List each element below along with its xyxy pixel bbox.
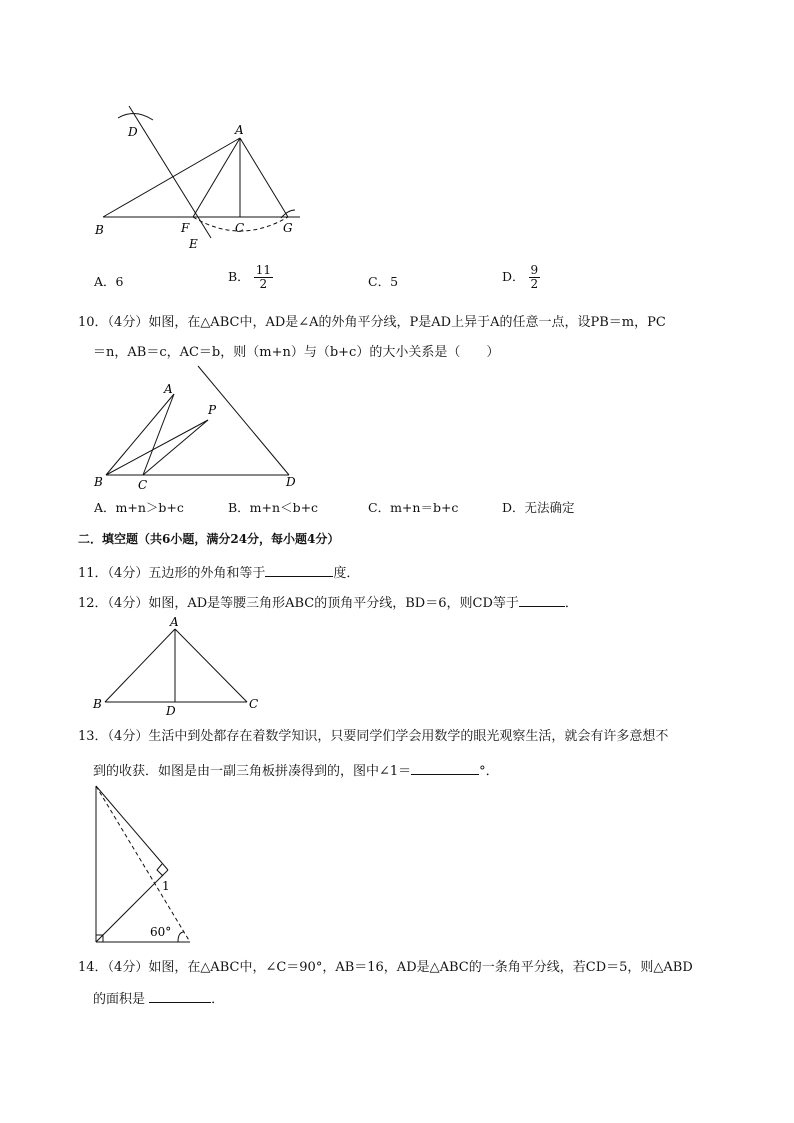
q9-option-b-fraction: [254, 264, 273, 291]
point-d-label: D: [286, 475, 296, 489]
q13-line2-prefix: 到的收获．如图是由一副三角板拼凑得到的，图中∠1＝: [93, 764, 412, 779]
dashed-hypotenuse: [96, 786, 190, 942]
point-d-label: D: [128, 125, 138, 139]
right-angle-marker-corner: [157, 864, 163, 876]
figure-q9: [85, 100, 315, 252]
q13-line2-suffix: °．: [479, 764, 499, 779]
q11-suffix: 度．: [333, 566, 360, 581]
line-de: [129, 106, 211, 238]
point-b-label: B: [94, 475, 103, 489]
q12-suffix: ．: [564, 596, 578, 611]
angle-60-arc: [178, 932, 184, 942]
point-a-label: A: [235, 123, 244, 137]
q10-option-d: D．无法确定: [502, 500, 575, 515]
q9-option-d-fraction: [529, 264, 541, 291]
line-ad: [198, 366, 289, 475]
point-g-label: G: [283, 221, 293, 235]
section-title-fill-in: 二．填空题（共6小题，满分24分，每小题4分）: [78, 532, 340, 546]
q14-line2-prefix: 的面积是: [93, 992, 146, 1007]
q10-text-line1: 10．（4分）如图，在△ABC中，AD是∠A的外角平分线，P是AD上异于A的任意一点，设PB＝m，PC: [78, 315, 666, 330]
figure-q10: [88, 364, 308, 494]
point-c-label: C: [249, 697, 259, 711]
q11-answer-blank: [265, 564, 333, 577]
line-ac: [143, 394, 174, 475]
point-b-label: B: [93, 697, 102, 711]
line-ac: [175, 629, 247, 702]
q9-option-c: C．5: [368, 274, 399, 289]
line-pc: [143, 420, 208, 475]
point-c-label: C: [138, 478, 148, 492]
q13-answer-blank: [411, 762, 479, 775]
line-ab: [103, 138, 240, 217]
q9-option-d: [502, 264, 540, 291]
q10-option-b: B．m+n＜b+c: [228, 500, 319, 515]
point-p-label: P: [208, 403, 217, 417]
q9-option-a: A．6: [94, 274, 124, 289]
q13-text-line1: 13．（4分）生活中到处都存在着数学知识，只要同学们学会用数学的眼光观察生活，就会有许多意想不: [78, 729, 669, 744]
q14-line2-suffix: ．: [211, 992, 225, 1007]
q13-text-line2: [93, 760, 499, 779]
q9-option-b-denominator: 2: [259, 277, 268, 292]
point-a-label: A: [170, 615, 179, 629]
line-ba: [106, 394, 174, 475]
line-pb: [106, 420, 208, 475]
q10-option-c: C．m+n＝b+c: [368, 500, 459, 515]
q9-option-b: [228, 264, 273, 291]
q9-option-b-prefix: B．: [228, 269, 250, 285]
point-b-label: B: [95, 223, 104, 237]
q12-answer-blank: [519, 594, 565, 607]
line-ab: [105, 629, 175, 702]
q14-text-line1: 14．（4分）如图，在△ABC中，∠C＝90°，AB＝16，AD是△ABC的一条角平分线，若CD＝5，则△ABD: [78, 960, 693, 975]
q9-option-d-denominator: 2: [530, 277, 539, 292]
q12-line: [78, 592, 578, 611]
point-f-label: F: [181, 221, 190, 235]
q10-text-line2: ＝n，AB＝c，AC＝b，则（m+n）与（b+c）的大小关系是（ ）: [93, 345, 500, 360]
angle-60-label: 60°: [150, 925, 172, 939]
q14-text-line2: [93, 988, 224, 1007]
line-ag: [240, 138, 288, 217]
q11-line: [78, 562, 359, 581]
point-c-label: C: [235, 221, 245, 235]
q10-option-a: A．m+n＞b+c: [94, 500, 184, 515]
angle-1-label: 1: [162, 879, 170, 893]
point-e-label: E: [189, 237, 198, 251]
q11-prefix: 11．（4分）五边形的外角和等于: [78, 566, 266, 581]
q9-option-d-numerator: 9: [530, 263, 539, 277]
point-d-label: D: [166, 704, 176, 718]
q12-prefix: 12．（4分）如图，AD是等腰三角形ABC的顶角平分线，BD＝6，则CD等于: [78, 596, 519, 611]
point-a-label: A: [164, 382, 173, 396]
figure-q12: [90, 614, 270, 718]
line-top-to-corner: [96, 786, 168, 870]
q9-option-b-numerator: 11: [255, 263, 271, 277]
figure-q13: [90, 782, 200, 946]
q9-option-d-prefix: D．: [502, 269, 525, 285]
q14-answer-blank: [149, 990, 211, 1003]
line-af: [193, 138, 240, 217]
